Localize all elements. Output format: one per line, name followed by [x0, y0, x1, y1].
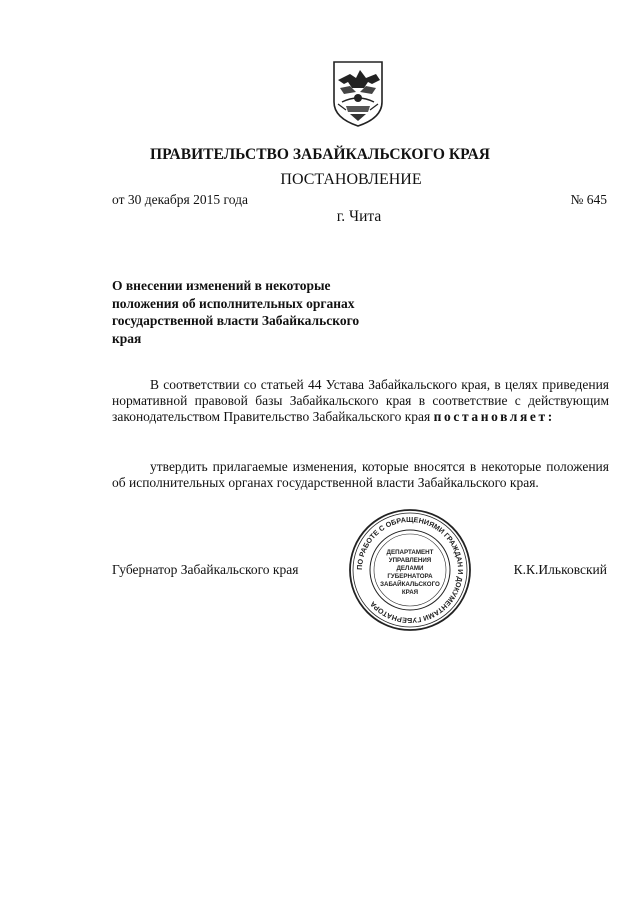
stamp-line: УПРАВЛЕНИЯ — [388, 557, 432, 564]
paragraph-basis-text: В соответствии со статьей 44 Устава Забайкальского края, в целях приведения нормативной правовой базы Забайкальского края в соответствие с действующим законодательством Правительство Забайкальского края — [112, 377, 609, 424]
coat-of-arms-icon — [328, 58, 388, 128]
paragraph-resolution: утвердить прилагаемые изменения, которые вносятся в некоторые положения об исполнительных органах государственной власти Забайкальского края. — [112, 459, 609, 490]
stamp-line: ДЕЛАМИ — [396, 565, 424, 572]
resolution-keyword: постановляет: — [433, 409, 555, 424]
document-type: ПОСТАНОВЛЕНИЕ — [280, 171, 422, 188]
document-subject: О внесении изменений в некоторые положения об исполнительных органах государственной власти Забайкальского края — [112, 278, 360, 346]
stamp-line: ЗАБАЙКАЛЬСКОГО — [380, 581, 440, 588]
government-title: ПРАВИТЕЛЬСТВО ЗАБАЙКАЛЬСКОГО КРАЯ — [150, 146, 490, 163]
stamp-ring-text: ПО РАБОТЕ С ОБРАЩЕНИЯМИ ГРАЖДАН И ДОКУМЕНТАМИ ГУБЕРНАТОРА — [354, 514, 466, 626]
stamp-line: ГУБЕРНАТОРА — [387, 573, 433, 580]
paragraph-basis — [112, 377, 609, 425]
document-date: от 30 декабря 2015 года — [112, 192, 248, 207]
document-number: № 645 — [570, 192, 607, 207]
signatory-position: Губернатор Забайкальского края — [112, 562, 299, 577]
document-city: г. Чита — [336, 208, 382, 225]
stamp-line: ДЕПАРТАМЕНТ — [386, 549, 434, 556]
stamp-line: КРАЯ — [401, 589, 419, 596]
signatory-name: К.К.Ильковский — [513, 562, 607, 577]
official-stamp — [348, 508, 472, 632]
